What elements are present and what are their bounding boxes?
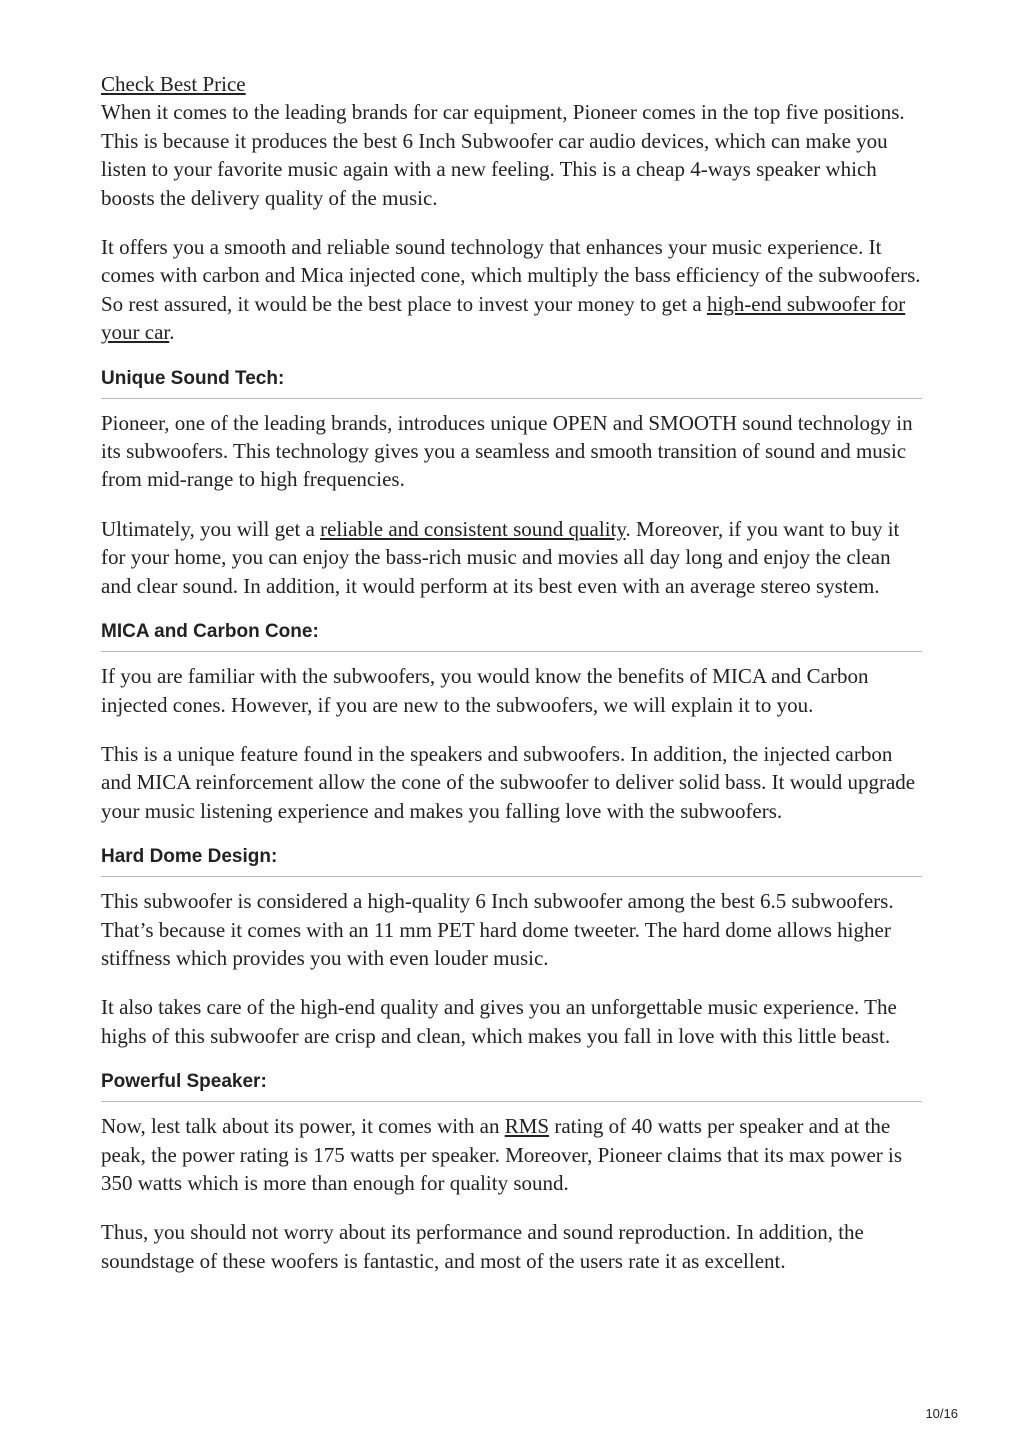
paragraph [101, 515, 922, 600]
text-span: It offers you a smooth and reliable sound technology that enhances your music experience. It comes with carbon and Mica injected cone, which multiply the bass efficiency of the subwoofers. So rest assured, it would be the best place to invest your money to get a [101, 235, 921, 316]
section-heading: Unique Sound Tech: [101, 368, 922, 399]
sound-quality-link[interactable]: reliable and consistent sound quality [320, 516, 626, 541]
paragraph [101, 1112, 922, 1197]
article-body [101, 70, 922, 1296]
section-heading: MICA and Carbon Cone: [101, 621, 922, 652]
high-end-subwoofer-link[interactable]: high-end subwoofer for your car [101, 291, 906, 345]
section-heading: Powerful Speaker: [101, 1071, 922, 1102]
paragraph: It also takes care of the high-end quality and gives you an unforgettable music experience. The highs of this subwoofer are crisp and clean, which makes you fall in love with this little beast. [101, 995, 897, 1048]
rms-link[interactable]: RMS [504, 1114, 550, 1139]
text-span: Now, lest talk about its power, it comes with an [101, 1114, 505, 1139]
paragraph: Thus, you should not worry about its performance and sound reproduction. In addition, the soundstage of these woofers is fantastic, and most of the users rate it as excellent. [101, 1220, 864, 1273]
text-span: . [169, 320, 175, 345]
text-span: Ultimately, you will get a [101, 516, 321, 541]
paragraph [101, 233, 922, 347]
paragraph: This subwoofer is considered a high-quality 6 Inch subwoofer among the best 6.5 subwoofers. That’s because it comes with an 11 mm PET hard dome tweeter. The hard dome allows higher stiffness which provides you with even louder music. [101, 889, 894, 970]
text-span: rating of 40 watts per speaker and at the peak, the power rating is 175 watts per speaker. Moreover, Pioneer claims that its max power is 350 watts which is more than enough for quality sound. [101, 1114, 903, 1195]
paragraph: This is a unique feature found in the speakers and subwoofers. In addition, the injected carbon and MICA reinforcement allow the cone of the subwoofer to deliver solid bass. It would upgrade your music listening experience and makes you falling love with the subwoofers. [101, 741, 916, 823]
text-span: . Moreover, if you want to buy it for your home, you can enjoy the bass-rich music and movies all day long and enjoy the clean and clear sound. In addition, it would perform at its best even with an average stereo system. [101, 516, 900, 598]
paragraph: Pioneer, one of the leading brands, introduces unique OPEN and SMOOTH sound technology in its subwoofers. This technology gives you a seamless and smooth transition of sound and music from mid-range to high frequencies. [101, 410, 913, 492]
section-heading: Hard Dome Design: [101, 846, 922, 877]
page-number: 10/16 [925, 1406, 958, 1421]
paragraph: If you are familiar with the subwoofers, you would know the benefits of MICA and Carbon injected cones. However, if you are new to the subwoofers, we will explain it to you. [101, 664, 869, 717]
intro-paragraph: When it comes to the leading brands for car equipment, Pioneer comes in the top five positions. This is because it produces the best 6 Inch Subwoofer car audio devices, which can make you listen to your favorite music again with a new feeling. This is a cheap 4-ways speaker which boosts the delivery quality of the music. [101, 100, 905, 210]
check-best-price-link[interactable]: Check Best Price [101, 72, 246, 96]
